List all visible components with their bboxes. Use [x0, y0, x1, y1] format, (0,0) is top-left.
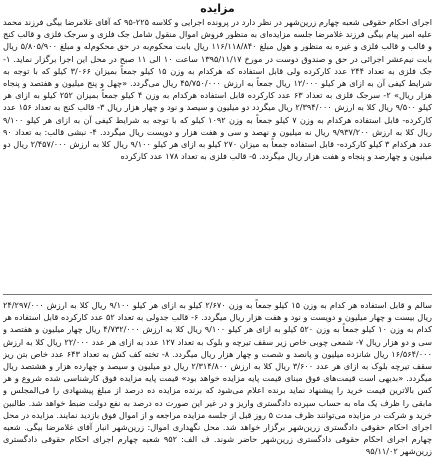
notice-title: مزایده — [200, 2, 235, 15]
notice-paragraph-2: سالم و قابل استفاده هر کدام به وزن ۱۵ کیلو جمعاً به وزن ۲/۶۷۰ کیلو به ازای هر کیلو ۹/۱۰۰ ریال کلا به ارزش ۲۴/۲۹۷/۰۰۰ ریال بیست و چهار میلیون و دویست و نود و هفت هزار ریال میگردد. ۶- قالب جدولی به تعداد ۵۲ عدد کارکرده قابل استفاده هر کدام به وزن ۱۰ کیلو جمعاً به وزن ۵۲۰ کیلو به ازای هر کیلو ۹/۱۰۰ ریال کلا به ارزش ۴/۷۳۲/۰۰۰ ریال چهار میلیون و هفتصد و سی و دو هزار ریال ۷- شمعی چوبی خاص زیر سقف تیرچه و بلوک به تعداد ۱۲۷ عدد به ازای هر عدد ۲۲/۰۰۰ ریال کلا به ارزش ۱۶/۵۶۴/۰۰۰ ریال شانزده میلیون و پانصد و شصت و چهار هزار ریال میگردد. ۸- تخته کف کش به تعداد ۶۴۳ عدد خاص بتن ریز سقف تیرچه بلوک به ازای هر عدد ۳/۶۰۰ ریال کلا به ارزش ۲/۳۱۴/۸۰۰ ریال دو میلیون و سیصد و چهارده هزار و هشتصد ریال میگردد. «بدیهی است قیمت‌های فوق مبنای قیمت پایه مزایده خواهد بود» قیمت پایه مزایده فوق کارشناسی شده شروع و هر کس بالاترین قیمت خرید را پیشنهاد نماید برنده اعلام می‌شود که برنده مزایده ده درصد از مبلغ پیشنهادی را فی‌المجلس و مابقی را ظرف یک ماه به حساب سپرده دادگستری واریز و در غیر این صورت ده درصد به نفع دولت ضبط خواهد شد. طالبین خرید و شرکت در مزایده می‌توانند ظرف مدت ۵ روز قبل از جلسه مزایده مراجعه و از اموال فوق بازدید نمایند. مزایده در محل اجرای احکام حقوقی دادگستری زرین‌شهر برگزار خواهد شد. محل نگهداری اموال: زرین‌شهر انبار آقای غلامرضا بیگی. شعبه چهارم اجرای احکام حقوقی دادگستری زرین‌شهر حاضر شوند. ف الف: ۹۵۲ شعبه چهارم اجرای احکام حقوقی دادگستری زرین‌شهر ۹۵/۱۱/۰۲ — [3, 300, 432, 457]
notice-paragraph-1: اجرای احکام حقوقی شعبه چهارم زرین‌شهر در نظر دارد در پرونده اجرایی و کلاسه ۲۲۵-۹۵ که آقای غلامرضا بیگی فرزند محمد علیه امیر پیام بیگی فرزند غلامرضا جلسه مزایده‌ای به منظور فروش اموال منقول شامل جک فلزی و سرجک فلزی و قالب کنج و قالب و قالب فلزی و غیره به منظور و هول مبلغ ۱۱۶/۱۱۸/۸۴۰ ریال بابت محکوم‌به در حق محکوم‌له و مبلغ ۵/۸۰۵/۹۰۰ ریال بابت نیم‌عشر اجرائی در حق و صندوق دوست در مورخ ۱۳۹۵/۱۱/۱۷ ساعت ۱۰ الی ۱۱ صبح در محل این اجرا برگزار نماید. ۱- جک فلزی به تعداد ۲۴۴ عدد کارکرده ولی قابل استفاده که هرکدام به وزن ۱۵ کیلو جمعاً بمیزان ۳/۰۶۶ کیلو که با توجه به شرایط کیفی آن به ازای هر کیلو ۱۲/۰۰۰ ریال جمعاً به ارزش ۴۵/۷۵۰/۰۰۰ ریال می‌گردد. «چهل و پنج میلیون و هفتصد و پنجاه هزار ریال» ۲- سرجک فلزی به تعداد ۶۳ عدد کارکرده قابل استفاده هرکدام به وزن ۴ کیلو جمعاً بمیزان ۲۵۲ کیلو به ازای هر کیلو ۹/۵۰۰ ریال کلا به ارزش ۲/۳۹۴/۰۰۰ ریال میگردد دو میلیون و سیصد و نود و چهار هزار ریال ۳- قالب کنج به تعداد ۱۵۶ عدد کارکرده- قابل استفاده هرکدام به وزن ۷ کیلو جمعاً به وزن ۱۰۹۲ کیلو که با توجه به شرایط کیفی آن به ازای هر کیلو ۹/۱۰۰ ریال کلا به ارزش ۹/۹۳۷/۲۰۰ ریال نه میلیون و نهصد و سی و هفت هزار و دویست ریال میگردد. ۴- نبشی قالب: به تعداد ۹۰ عدد هرکدام ۳ کیلو کارکرده- قابل استفاده جمعاً به میزان ۲۷۰ کیلو به ازای هر کیلو ۹/۱۰۰ ریال کلا به ارزش ۲/۴۵۷/۰۰۰ ریال دو میلیون و چهارصد و پنجاه و هفت هزار ریال میگردد. ۵- قالب فلزی به تعداد ۱۷۸ عدد کارکرده — [3, 17, 432, 162]
paragraph-divider — [3, 294, 432, 295]
